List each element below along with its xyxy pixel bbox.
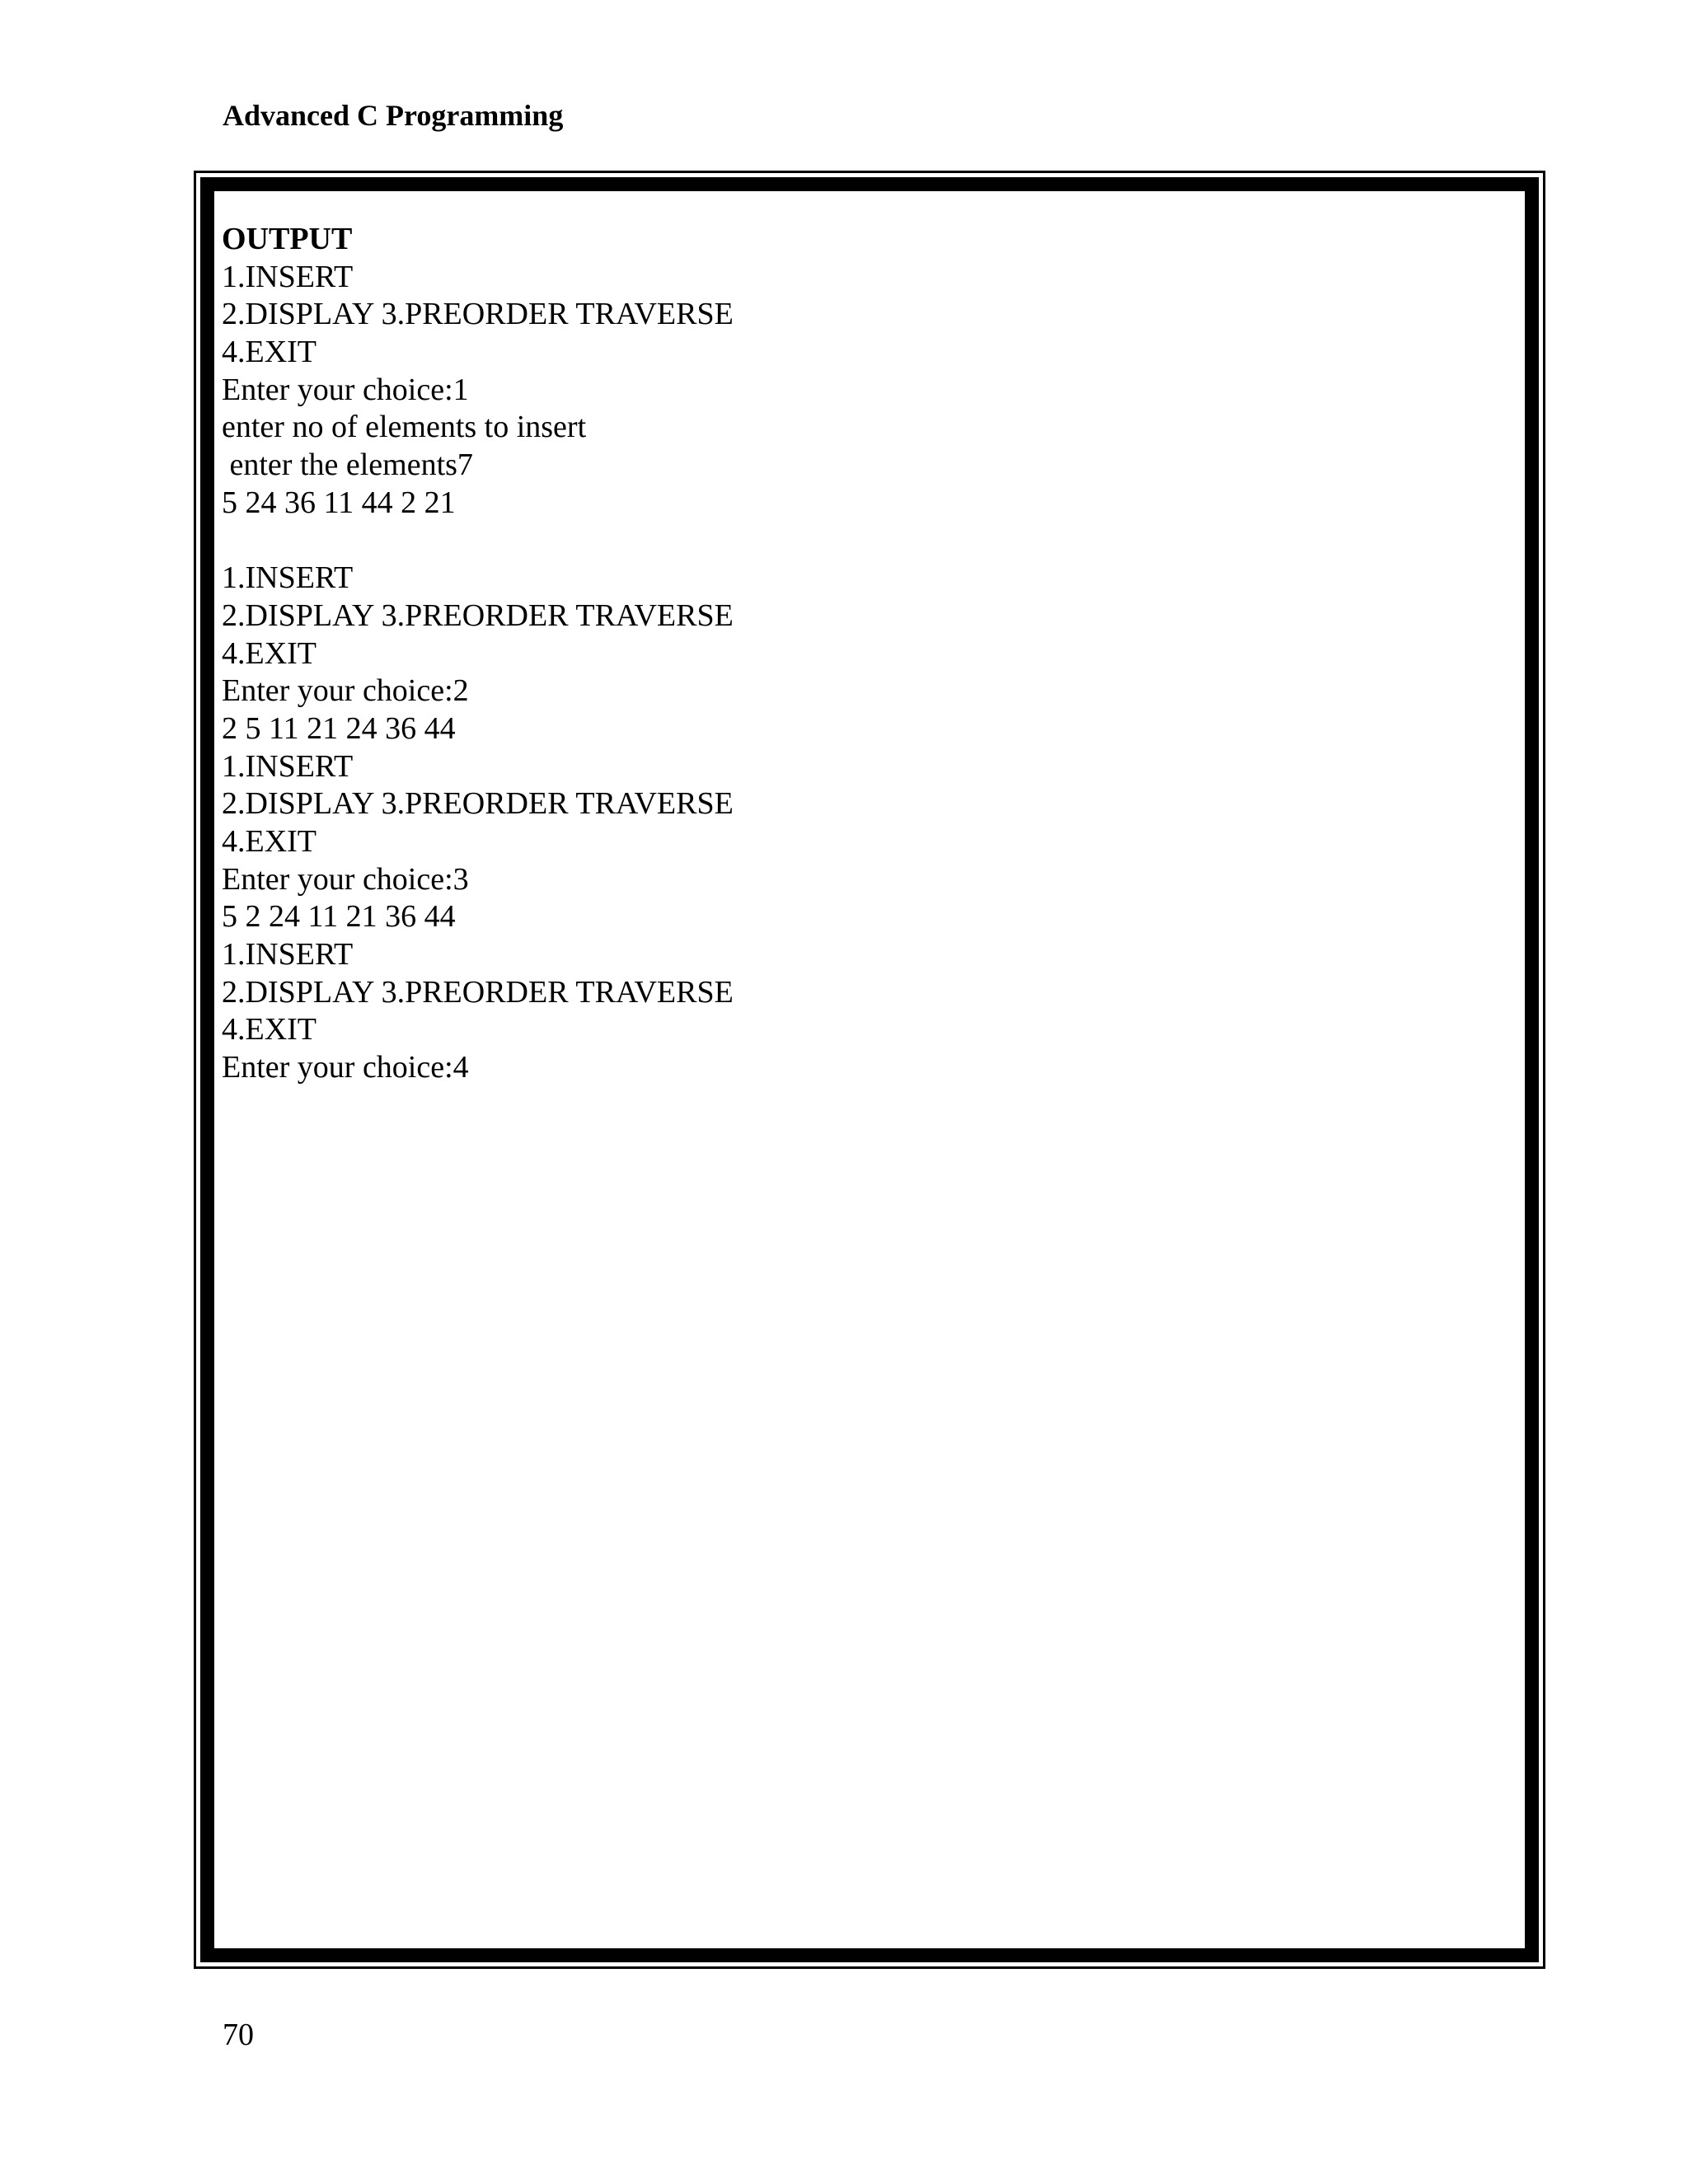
output-line: 4.EXIT	[222, 635, 317, 671]
page-number: 70	[223, 2018, 254, 2052]
output-line: 2.DISPLAY 3.PREORDER TRAVERSE	[222, 297, 734, 332]
output-line: 1.INSERT	[222, 560, 354, 596]
blank-line	[222, 523, 1507, 560]
output-line: 1.INSERT	[222, 259, 354, 294]
output-line: Enter your choice:1	[222, 372, 469, 407]
output-line: 2.DISPLAY 3.PREORDER TRAVERSE	[222, 974, 734, 1010]
output-line: 4.EXIT	[222, 335, 317, 370]
program-output	[222, 221, 1507, 1087]
output-line: 5 2 24 11 21 36 44	[222, 899, 456, 935]
output-line: 2 5 11 21 24 36 44	[222, 710, 456, 746]
output-line: 1.INSERT	[222, 748, 354, 784]
output-line: 5 24 36 11 44 2 21	[222, 485, 456, 520]
output-line: Enter your choice:2	[222, 673, 469, 709]
output-line: 4.EXIT	[222, 824, 317, 859]
output-line: enter the elements7	[222, 448, 473, 483]
output-line: 1.INSERT	[222, 937, 354, 972]
output-line: enter no of elements to insert	[222, 410, 587, 445]
output-heading: OUTPUT	[222, 222, 353, 256]
running-header: Advanced C Programming	[223, 99, 564, 132]
output-line: Enter your choice:4	[222, 1050, 469, 1085]
output-line: 2.DISPLAY 3.PREORDER TRAVERSE	[222, 598, 734, 633]
output-line: 4.EXIT	[222, 1012, 317, 1047]
output-line: Enter your choice:3	[222, 861, 469, 897]
output-line: 2.DISPLAY 3.PREORDER TRAVERSE	[222, 786, 734, 822]
